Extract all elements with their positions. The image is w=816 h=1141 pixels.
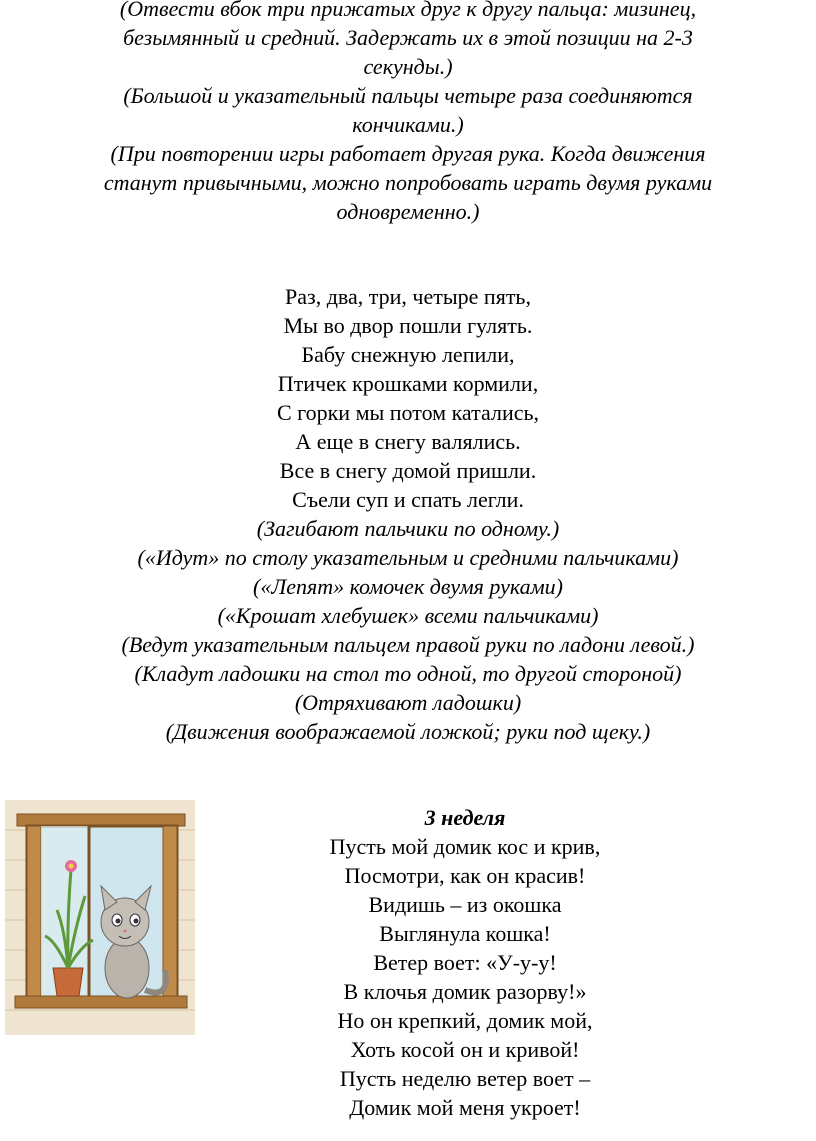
verse-line: Мы во двор пошли гулять.: [283, 313, 533, 338]
week-3-section: [215, 803, 715, 1122]
intro-instructions: [20, 0, 796, 226]
intro-line: (Большой и указательный пальцы четыре раза соединяются: [123, 83, 693, 108]
cat-window-illustration: [5, 800, 195, 1035]
instruction-line: («Идут» по столу указательным и средними пальчиками): [137, 545, 679, 570]
window-top-beam: [17, 814, 185, 826]
verse-line: Ветер воет: «У-у-у!: [373, 950, 557, 975]
verse-line: С горки мы потом катались,: [276, 400, 540, 425]
intro-line: секунды.): [363, 54, 453, 79]
verse-line: Птичек крошками кормили,: [277, 371, 539, 396]
instruction-line: (Кладут ладошки на стол то одной, то другой стороной): [134, 661, 682, 686]
verse-line: Раз, два, три, четыре пять,: [285, 284, 531, 309]
intro-line: (При повторении игры работает другая рука. Когда движения: [110, 141, 706, 166]
verse-line: Выглянула кошка!: [379, 921, 551, 946]
verse-line: Хоть косой он и кривой!: [350, 1037, 580, 1062]
verse-line: А еще в снегу валялись.: [295, 429, 521, 454]
instruction-line: (Ведут указательным пальцем правой руки по ладони левой.): [121, 632, 695, 657]
verse-line: Все в снегу домой пришли.: [279, 458, 537, 483]
intro-line: станут привычными, можно попробовать играть двумя руками: [103, 170, 713, 195]
verse-line: Съели суп и спать легли.: [292, 487, 524, 512]
flower-pot: [53, 968, 83, 996]
verse-line: Бабу снежную лепили,: [301, 342, 515, 367]
verse-line: Домик мой меня укроет!: [349, 1095, 581, 1120]
window-sill: [15, 996, 187, 1008]
instruction-line: («Крошат хлебушек» всеми пальчиками): [217, 603, 599, 628]
intro-line: (Отвести вбок три прижатых друг к другу пальца: мизинец,: [119, 0, 697, 21]
intro-line: одновременно.): [336, 199, 480, 224]
instruction-line: (Загибают пальчики по одному.): [256, 516, 560, 541]
verse-line: Пусть мой домик кос и крив,: [329, 834, 601, 859]
verse-line: Но он крепкий, домик мой,: [337, 1008, 593, 1033]
verse-line: Посмотри, как он красив!: [344, 863, 586, 888]
verse-line: Пусть неделю ветер воет –: [339, 1066, 591, 1091]
intro-line: кончиками.): [352, 112, 464, 137]
cat-body: [105, 938, 149, 998]
instruction-line: (Движения воображаемой ложкой; руки под щеку.): [165, 719, 651, 744]
window-left-post: [27, 826, 41, 998]
verse-line: Видишь – из окошка: [368, 892, 562, 917]
poem-counting: [20, 282, 796, 746]
instruction-line: (Отряхивают ладошки): [294, 690, 522, 715]
section-heading: 3 неделя: [424, 805, 506, 830]
verse-line: В клочья домик разорву!»: [343, 979, 587, 1004]
instruction-line: («Лепят» комочек двумя руками): [253, 574, 563, 599]
intro-line: безымянный и средний. Задержать их в этой позиции на 2-3: [123, 25, 693, 50]
